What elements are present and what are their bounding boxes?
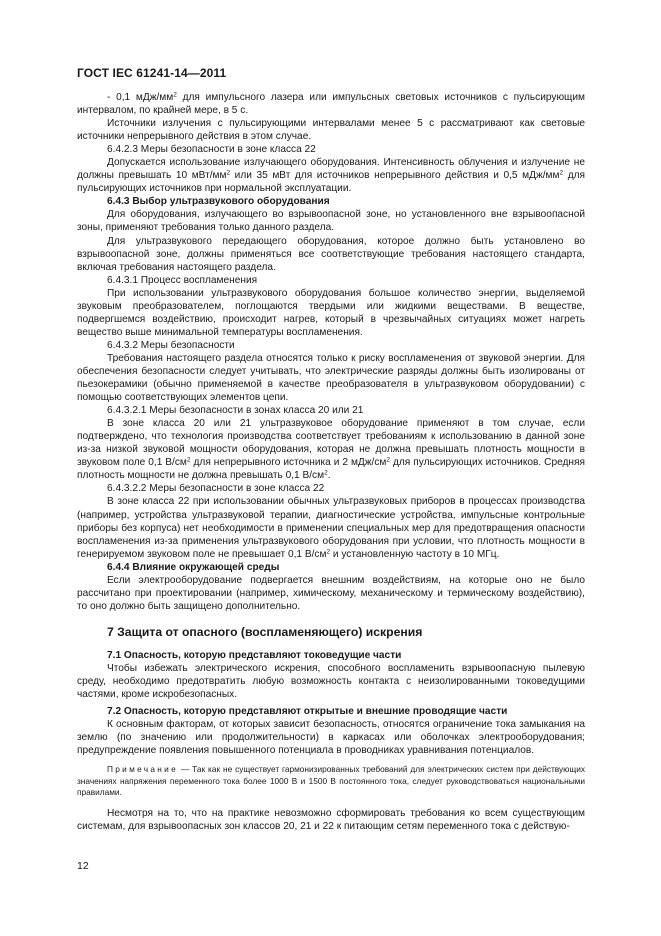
paragraph: Чтобы избежать электрического искрения, способного воспламенить взрывоопасную пылевую среду, необходимо предотвратить любую возможность контакта с неизолированными токоведущими частями, кроме искробезопасных. [77,662,585,701]
paragraph: Для оборудования, излучающего во взрывоопасной зоне, но установленного вне взрывоопасной зоны, применяют требования только данного раздела. [77,209,585,234]
paragraph: В зоне класса 20 или 21 ультразвуковое оборудование применяют в том случае, если подтверждено, что технология производства соответствует требованиям к использованию в данной зоне из-за низкой звуковой мощности оборудования, которая не должна превышать плотность мощности в звуковом поле 0,1 $В/см^2$ для непрерывного источника и 2 мДж/$см^2$ для пульсирующих источников. Средняя плотность мощности не должна превышать 0,1 $В/см^2$. [77,418,585,482]
section-heading-6-4-4: 6.4.4 Влияние окружающей среды [107,561,280,573]
paragraph: Для ультразвукового передающего оборудования, которое должно быть установлено во взрывоопасной зоне, должны применяться все соответствующие требования настоящего стандарта, включая требования настоящего раздела. [77,235,585,273]
section-heading-7-2: 7.2 Опасность, которую представляют открытые и внешние проводящие части [107,706,508,718]
paragraph: Если электрооборудование подвергается внешним воздействиям, на которые оно не было рассчитано при проектировании (например, химическому, механическому и термическому воздействию), то оно должно быть защищено дополнительно. [77,574,585,612]
subsection-heading: 6.4.2.3 Меры безопасности в зоне класса 22 [107,144,316,156]
section-title-7: 7 Защита от опасного (воспламеняющего) искрения [107,624,423,639]
paragraph: Допускается использование излучающего оборудования. Интенсивность облучения и излучение не должны превышать 10 мВт/$мм^2$ или 35 мВт для источников непрерывного действия и 0,5 мДж/$мм^2$ для пульсирующих источников при нормальной эксплуатации. [77,157,585,195]
document-body [77,91,585,833]
paragraph: Источники излучения с пульсирующими интервалами менее 5 с рассматривают как световые источники непрерывного действия в этом случае. [77,118,585,143]
subsection-heading: 6.4.3.2 Меры безопасности [107,339,235,351]
note-label: Примечание [107,764,179,775]
note-text: — Так как не существует гармонизированных требований для электрических систем при действующих значениях напряжения переменного тока более 1000 В и 1500 В постоянного тока, следует руководствоваться национальными правилами. [77,764,585,797]
paragraph: К основным факторам, от которых зависит безопасность, относятся ограничение тока замыкания на землю (по значению или продолжительности) в каркасах или оболочках электрооборудования; предупреждение появления повышенного потенциала в проводниках уравнивания потенциалов. [77,719,585,757]
section-heading-6-4-3: 6.4.3 Выбор ультразвукового оборудования [107,196,330,208]
subsection-heading: 6.4.3.2.2 Меры безопасности в зоне класса 22 [107,483,325,495]
document-header: ГОСТ IEC 61241-14—2011 [77,66,227,80]
note [77,764,585,798]
page-number: 12 [77,860,89,872]
paragraph: Несмотря на то, что на практике невозможно сформировать требования ко всем существующим системам, для взрывоопасных зон классов 20, 21 и 22 к питающим сетям переменного тока с действую- [77,807,585,832]
paragraph: Требования настоящего раздела относятся только к риску воспламенения от звуковой энергии. Для обеспечения безопасности следует учитывать, что электрические разряды должны быть изолированы от пьезокерамики (обычно применяемой в качестве преобразователя в ультразвуковом оборудовании) с помощью соответствующих элементов цепи. [77,352,585,404]
paragraph: В зоне класса 22 при использовании обычных ультразвуковых приборов в процессах производства (например, устройства ультразвуковой терапии, диагностические устройства, импульсные контрольные приборы без корпуса) нет необходимости в применении специальных мер для предотвращения опасности воспламенения из-за применения ультразвукового оборудования при условии, что плотность мощности в генерируемом звуковом поле не превышает 0,1 $В/см^2$ и установленную частоту в 10 МГц. [77,496,585,560]
subsection-heading: 6.4.3.1 Процесс воспламенения [107,274,258,286]
paragraph: - 0,1 мДж/$мм^2$ для импульсного лазера или импульсных световых источников с пульсирующим интервалом, по крайней мере, в 5 с. [77,91,586,117]
paragraph: При использовании ультразвукового оборудования большое количество энергии, выделяемой звуковым преобразователем, поглощаются твердыми или жидкими веществами. В веществе, подвергшемся воздействию, происходит нагрев, который в чрезвычайных ситуациях может нагреть вещество выше минимальной температуры воспламенения. [77,287,585,338]
subsection-heading: 6.4.3.2.1 Меры безопасности в зонах класса 20 или 21 [107,405,364,417]
section-heading-7-1: 7.1 Опасность, которую представляют токоведущие части [107,649,402,661]
